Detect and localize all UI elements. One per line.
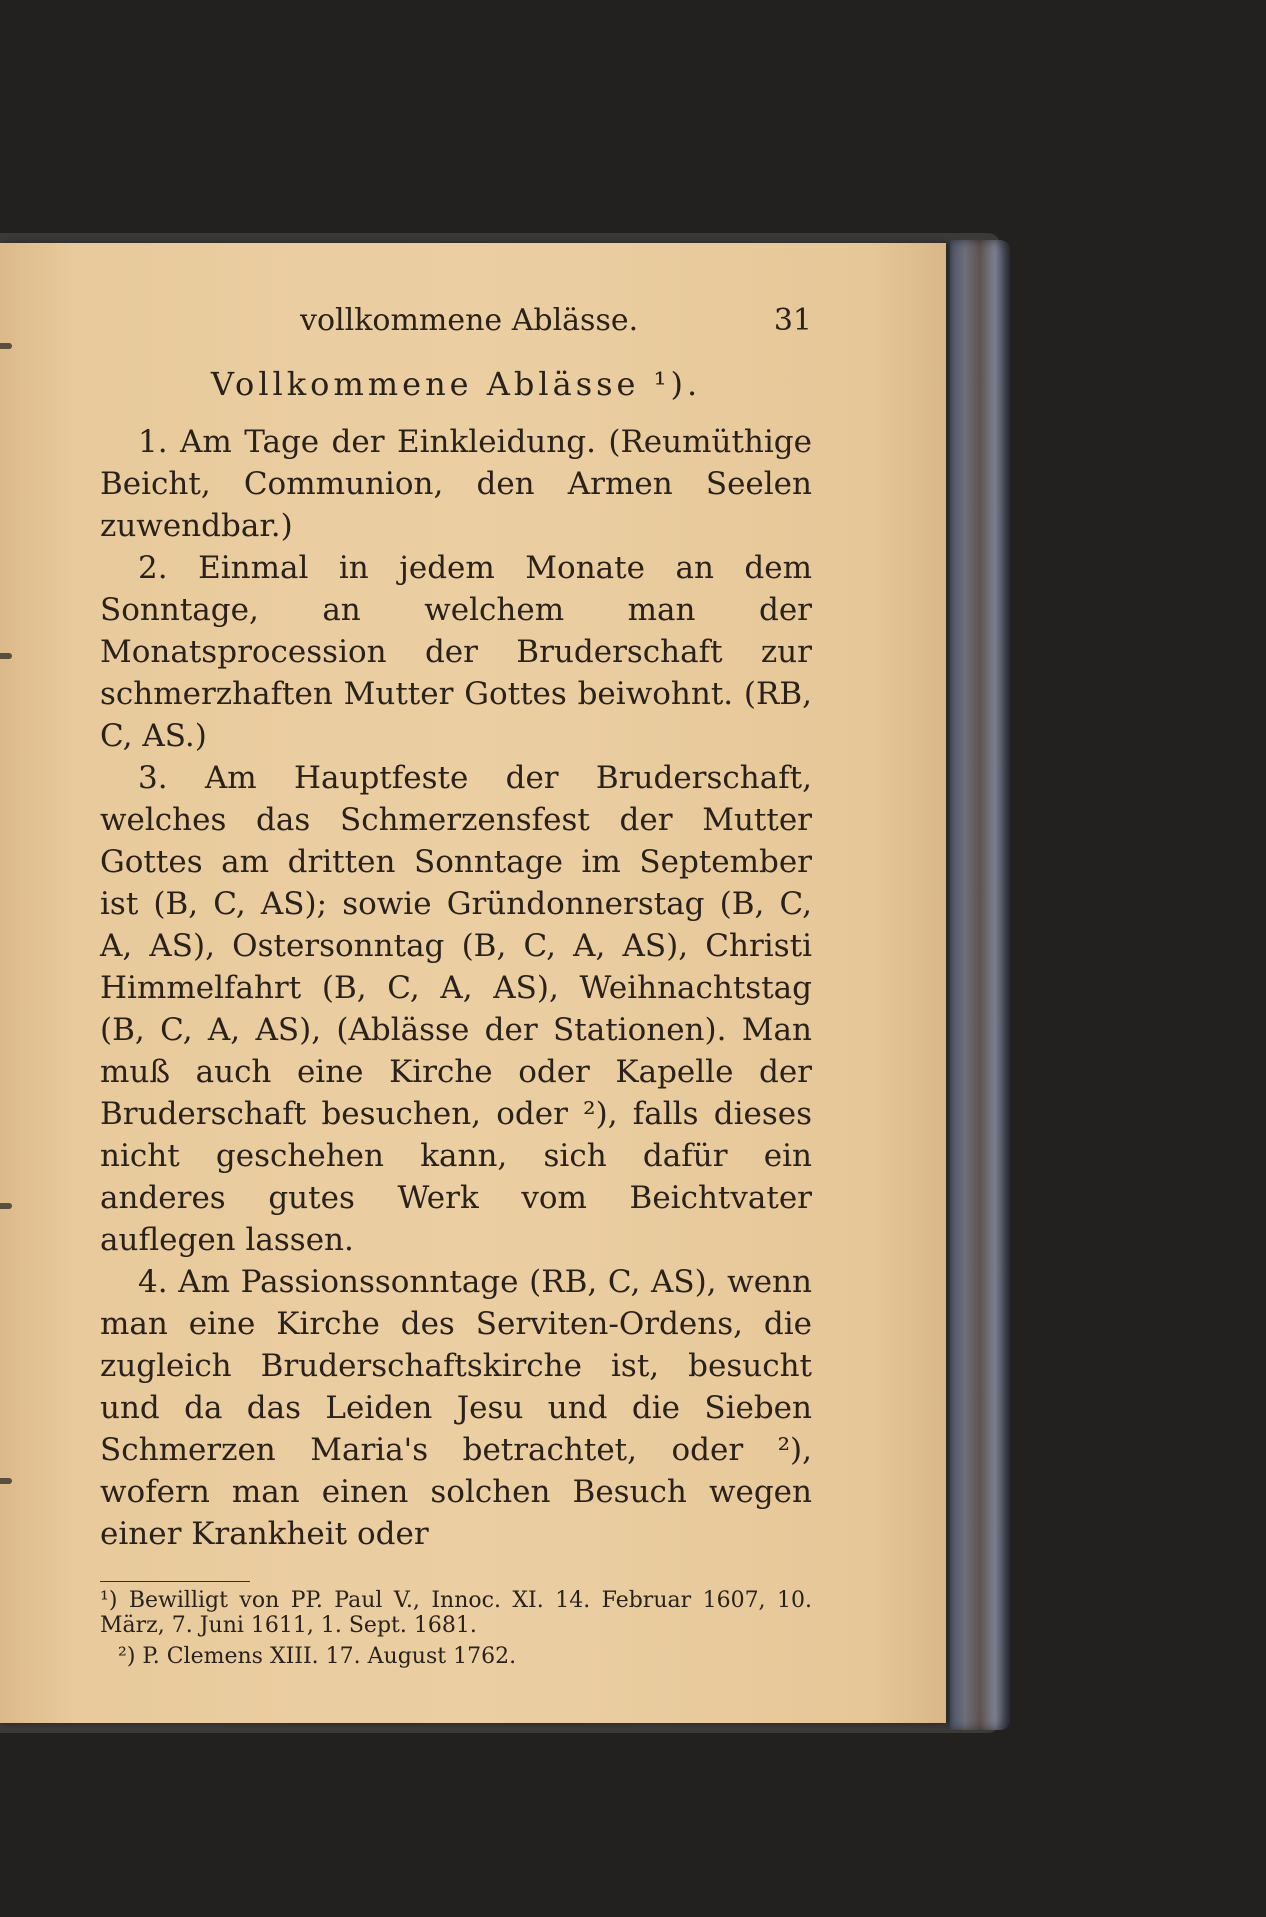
binding-thread (0, 653, 12, 659)
running-head-title: vollkommene Ablässe. (300, 303, 639, 338)
book-page (0, 243, 946, 1723)
page-number: 31 (773, 303, 812, 338)
binding-thread (0, 1203, 12, 1209)
book-spine (950, 240, 1010, 1730)
page-text-block (100, 303, 812, 1669)
section-title: Vollkommene Ablässe ¹). (210, 365, 702, 403)
binding-thread (0, 1478, 12, 1484)
paragraph-3: 3. Am Hauptfeste der Bruderschaft, welches das Schmerzensfest der Mutter Gottes am dritten Sonntage im September ist (B, C, AS); sowie Gründonnerstag (B, C, A, AS), Ostersonntag (B, C, A, AS), Christi Himmelfahrt (B, C, A, AS), Weihnachtstag (B, C, A, AS), (Ablässe der Stationen). Man muß auch eine Kirche oder Kapelle der Bruderschaft besuchen, oder ²), falls dieses nicht geschehen kann, sich dafür ein anderes gutes Werk vom Beichtvater auflegen lassen. (100, 760, 812, 1258)
running-head (100, 303, 812, 353)
paragraph-4: 4. Am Passionssonntage (RB, C, AS), wenn man eine Kirche des Serviten-Ordens, die zugleich Bruderschaftskirche ist, besucht und da das Leiden Jesu und die Sieben Schmerzen Maria's betrachtet, oder ²), wofern man einen solchen Besuch wegen einer Krankheit oder (100, 1264, 812, 1552)
binding-thread (0, 343, 12, 349)
paragraph-2: 2. Einmal in jedem Monate an dem Sonntage, an welchem man der Monatsprocession der Bruderschaft zur schmerzhaften Mutter Gottes beiwohnt. (RB, C, AS.) (100, 550, 812, 754)
paragraph-1: 1. Am Tage der Einkleidung. (Reumüthige Beicht, Communion, den Armen Seelen zuwendbar.) (100, 424, 812, 544)
footnote-2: ²) P. Clemens XIII. 17. August 1762. (118, 1644, 517, 1669)
footnote-divider (100, 1581, 250, 1582)
footnote-1: ¹) Bewilligt von PP. Paul V., Innoc. XI. 14. Februar 1607, 10. März, 7. Juni 1611, 1. Sept. 1681. (100, 1588, 812, 1638)
